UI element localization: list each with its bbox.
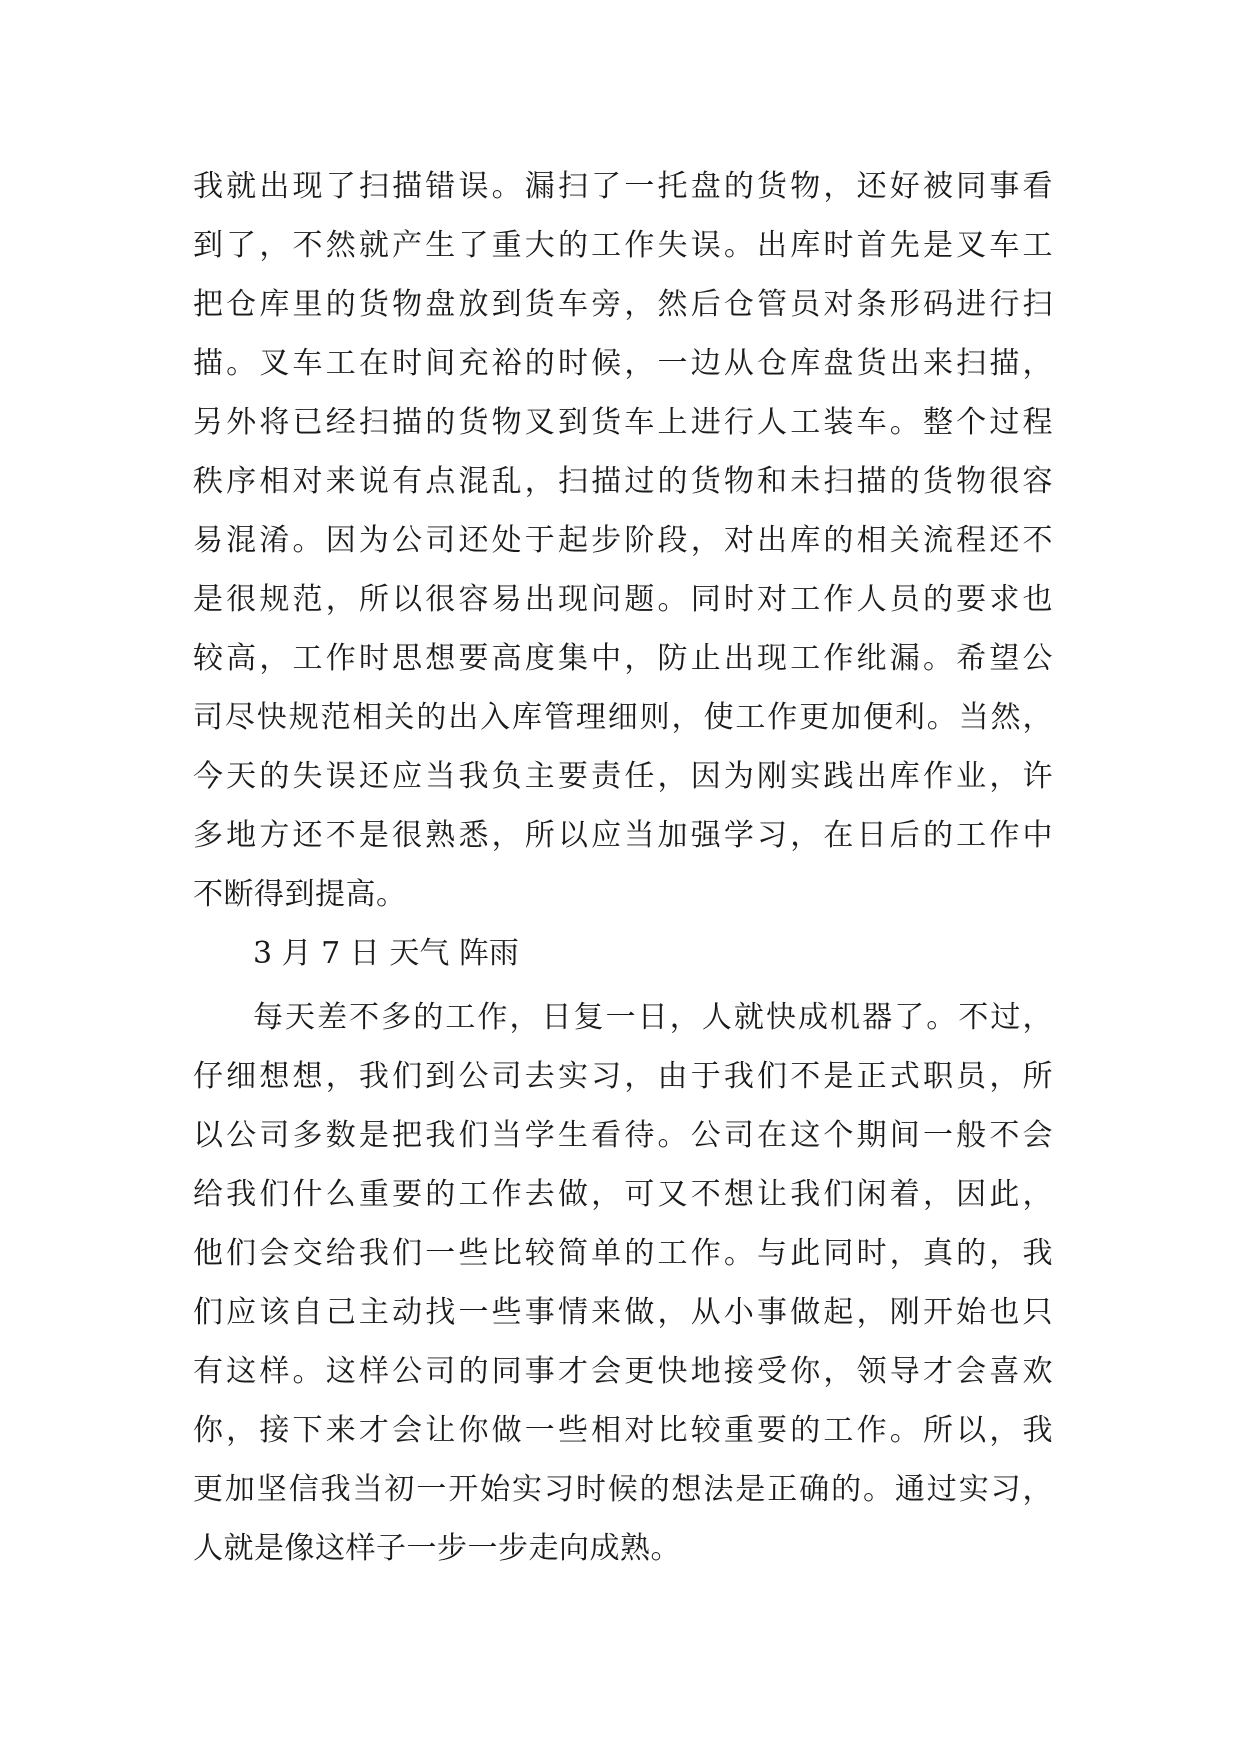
paragraph-internship-reflection	[193, 988, 1053, 1578]
paragraph-line: 们应该自己主动找一些事情来做，从小事做起，刚开始也只	[193, 1295, 1053, 1330]
paragraph-line: 我就出现了扫描错误。漏扫了一托盘的货物，还好被同事看	[193, 169, 1053, 204]
paragraph-line: 描。叉车工在时间充裕的时候，一边从仓库盘货出来扫描，	[193, 346, 1053, 381]
paragraph-line: 较高，工作时思想要高度集中，防止出现工作纰漏。希望公	[193, 641, 1053, 676]
paragraph-line: 是很规范，所以很容易出现问题。同时对工作人员的要求也	[193, 582, 1053, 617]
paragraph-line: 每天差不多的工作，日复一日，人就快成机器了。不过，	[253, 1000, 1053, 1035]
paragraph-scanning-error	[193, 157, 1053, 924]
paragraph-line: 把仓库里的货物盘放到货车旁，然后仓管员对条形码进行扫	[193, 287, 1053, 322]
paragraph-line: 今天的失误还应当我负主要责任，因为刚实践出库作业，许	[193, 759, 1053, 794]
paragraph-line: 易混淆。因为公司还处于起步阶段，对出库的相关流程还不	[193, 523, 1053, 558]
paragraph-line: 另外将已经扫描的货物叉到货车上进行人工装车。整个过程	[193, 405, 1053, 440]
paragraph-line: 多地方还不是很熟悉，所以应当加强学习，在日后的工作中	[193, 818, 1053, 853]
paragraph-line: 仔细想想，我们到公司去实习，由于我们不是正式职员，所	[193, 1059, 1053, 1094]
paragraph-line: 到了，不然就产生了重大的工作失误。出库时首先是叉车工	[193, 228, 1053, 263]
paragraph-line: 不断得到提高。	[193, 877, 407, 912]
paragraph-line: 秩序相对来说有点混乱，扫描过的货物和未扫描的货物很容	[193, 464, 1053, 499]
paragraph-line: 有这样。这样公司的同事才会更快地接受你，领导才会喜欢	[193, 1354, 1053, 1389]
paragraph-line: 更加坚信我当初一开始实习时候的想法是正确的。通过实习，	[193, 1472, 1053, 1507]
paragraph-line: 以公司多数是把我们当学生看待。公司在这个期间一般不会	[193, 1118, 1053, 1153]
paragraph-line: 人就是像这样子一步一步走向成熟。	[193, 1531, 681, 1566]
paragraph-line: 你，接下来才会让你做一些相对比较重要的工作。所以，我	[193, 1413, 1053, 1448]
paragraph-line: 他们会交给我们一些比较简单的工作。与此同时，真的，我	[193, 1236, 1053, 1271]
paragraph-line: 司尽快规范相关的出入库管理细则，使工作更加便利。当然，	[193, 700, 1053, 735]
paragraph-line: 给我们什么重要的工作去做，可又不想让我们闲着，因此，	[193, 1177, 1053, 1212]
date-weather-heading: 3 月 7 日 天气 阵雨	[253, 936, 519, 971]
